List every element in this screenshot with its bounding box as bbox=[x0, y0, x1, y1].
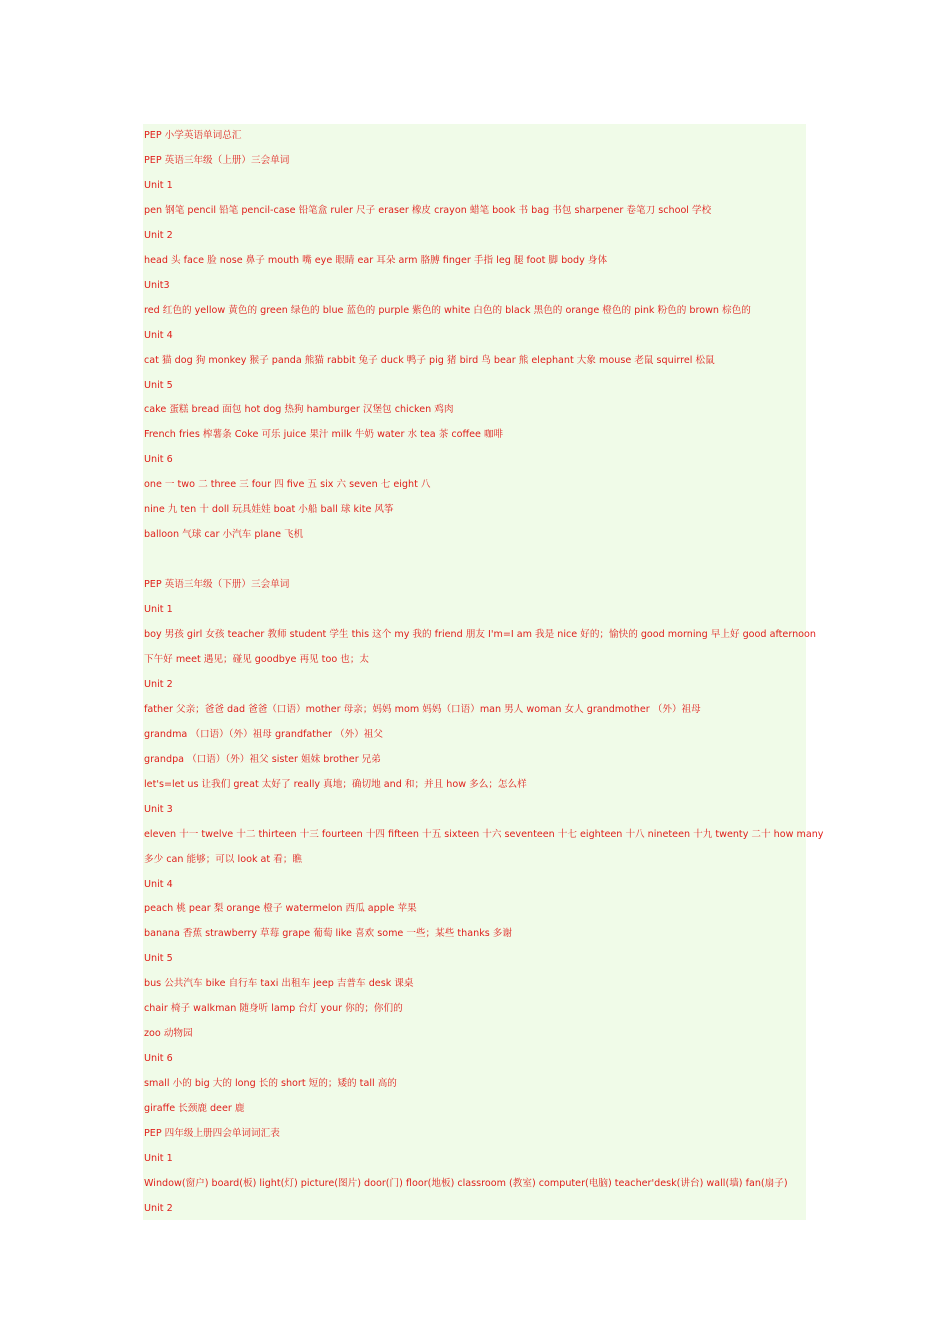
unit-heading: Unit 6 bbox=[144, 454, 173, 466]
vocabulary-line: chair 椅子 walkman 随身听 lamp 台灯 your 你的；你们的 bbox=[144, 1003, 403, 1015]
vocabulary-line: cake 蛋糕 bread 面包 hot dog 热狗 hamburger 汉堡包 chicken 鸡肉 bbox=[144, 404, 454, 416]
section-heading: PEP 英语三年级（下册）三会单词 bbox=[144, 579, 290, 591]
vocabulary-line: 多少 can 能够；可以 look at 看；瞧 bbox=[144, 853, 303, 865]
unit-heading: Unit 1 bbox=[144, 1152, 173, 1164]
unit-heading: Unit 5 bbox=[144, 379, 173, 391]
vocabulary-line: peach 桃 pear 梨 orange 橙子 watermelon 西瓜 apple 苹果 bbox=[144, 903, 417, 915]
section-heading: PEP 四年级上册四会单词词汇表 bbox=[144, 1128, 280, 1139]
unit-heading: Unit 4 bbox=[144, 878, 173, 890]
vocabulary-line: small 小的 big 大的 long 长的 short 短的；矮的 tall 高的 bbox=[144, 1078, 397, 1090]
vocabulary-line: balloon 气球 car 小汽车 plane 飞机 bbox=[144, 529, 304, 541]
unit-heading: Unit 2 bbox=[144, 678, 173, 690]
vocabulary-line: Window(窗户) board(板) light(灯) picture(图片) door(门) floor(地板) classroom (教室) computer(电脑) teacher'desk(讲台) wall(墙) fan(扇子) bbox=[144, 1177, 788, 1189]
document-title: PEP 小学英语单词总汇 bbox=[144, 130, 242, 141]
unit-heading: Unit 1 bbox=[144, 604, 173, 616]
vocabulary-line: grandma （口语）（外）祖母 grandfather （外）祖父 bbox=[144, 728, 383, 740]
vocabulary-line: red 红色的 yellow 黄色的 green 绿色的 blue 蓝色的 purple 紫色的 white 白色的 black 黑色的 orange 橙色的 pink 粉色的 brown 棕色的 bbox=[144, 304, 751, 316]
unit-heading: Unit 1 bbox=[144, 179, 173, 191]
vocabulary-line: grandpa （口语）（外）祖父 sister 姐妹 brother 兄弟 bbox=[144, 753, 381, 765]
unit-heading: Unit 2 bbox=[144, 1202, 173, 1214]
vocabulary-line: father 父亲；爸爸 dad 爸爸（口语）mother 母亲；妈妈 mom 妈妈（口语）man 男人 woman 女人 grandmother （外）祖母 bbox=[144, 703, 701, 715]
vocabulary-line: bus 公共汽车 bike 自行车 taxi 出租车 jeep 吉普车 desk 课桌 bbox=[144, 978, 414, 990]
vocabulary-line: zoo 动物园 bbox=[144, 1028, 193, 1040]
unit-heading: Unit 6 bbox=[144, 1053, 173, 1065]
unit-heading: Unit 4 bbox=[144, 329, 173, 341]
vocabulary-line: French fries 榨薯条 Coke 可乐 juice 果汁 milk 牛奶 water 水 tea 茶 coffee 咖啡 bbox=[144, 429, 504, 441]
vocabulary-line: nine 九 ten 十 doll 玩具娃娃 boat 小船 ball 球 kite 风筝 bbox=[144, 504, 394, 516]
document-panel bbox=[143, 124, 806, 1220]
vocabulary-line: head 头 face 脸 nose 鼻子 mouth 嘴 eye 眼睛 ear 耳朵 arm 胳膊 finger 手指 leg 腿 foot 脚 body 身体 bbox=[144, 254, 608, 266]
section-heading: PEP 英语三年级（上册）三会单词 bbox=[144, 154, 290, 166]
unit-heading: Unit 5 bbox=[144, 953, 173, 965]
vocabulary-line: eleven 十一 twelve 十二 thirteen 十三 fourteen 十四 fifteen 十五 sixteen 十六 seventeen 十七 eighteen 十八 nineteen 十九 twenty 二十 how many bbox=[144, 828, 824, 840]
vocabulary-line: cat 猫 dog 狗 monkey 猴子 panda 熊猫 rabbit 兔子 duck 鸭子 pig 猪 bird 鸟 bear 熊 elephant 大象 mouse 老鼠 squirrel 松鼠 bbox=[144, 354, 715, 366]
vocabulary-line: banana 香蕉 strawberry 草莓 grape 葡萄 like 喜欢 some 一些；某些 thanks 多谢 bbox=[144, 928, 512, 940]
unit-heading: Unit 2 bbox=[144, 229, 173, 241]
vocabulary-line: pen 钢笔 pencil 铅笔 pencil-case 铅笔盒 ruler 尺子 eraser 橡皮 crayon 蜡笔 book 书 bag 书包 sharpener 卷笔刀 school 学校 bbox=[144, 204, 712, 216]
vocabulary-line: let's=let us 让我们 great 太好了 really 真地；确切地 and 和；并且 how 多么；怎么样 bbox=[144, 778, 527, 790]
vocabulary-line: boy 男孩 girl 女孩 teacher 教师 student 学生 this 这个 my 我的 friend 朋友 I'm=I am 我是 nice 好的；愉快的 good morning 早上好 good afternoon bbox=[144, 629, 816, 640]
vocabulary-line: one 一 two 二 three 三 four 四 five 五 six 六 seven 七 eight 八 bbox=[144, 479, 431, 491]
vocabulary-line: giraffe 长颈鹿 deer 鹿 bbox=[144, 1103, 245, 1115]
unit-heading: Unit3 bbox=[144, 279, 170, 291]
unit-heading: Unit 3 bbox=[144, 803, 173, 815]
vocabulary-line: 下午好 meet 遇见；碰见 goodbye 再见 too 也；太 bbox=[144, 653, 370, 665]
